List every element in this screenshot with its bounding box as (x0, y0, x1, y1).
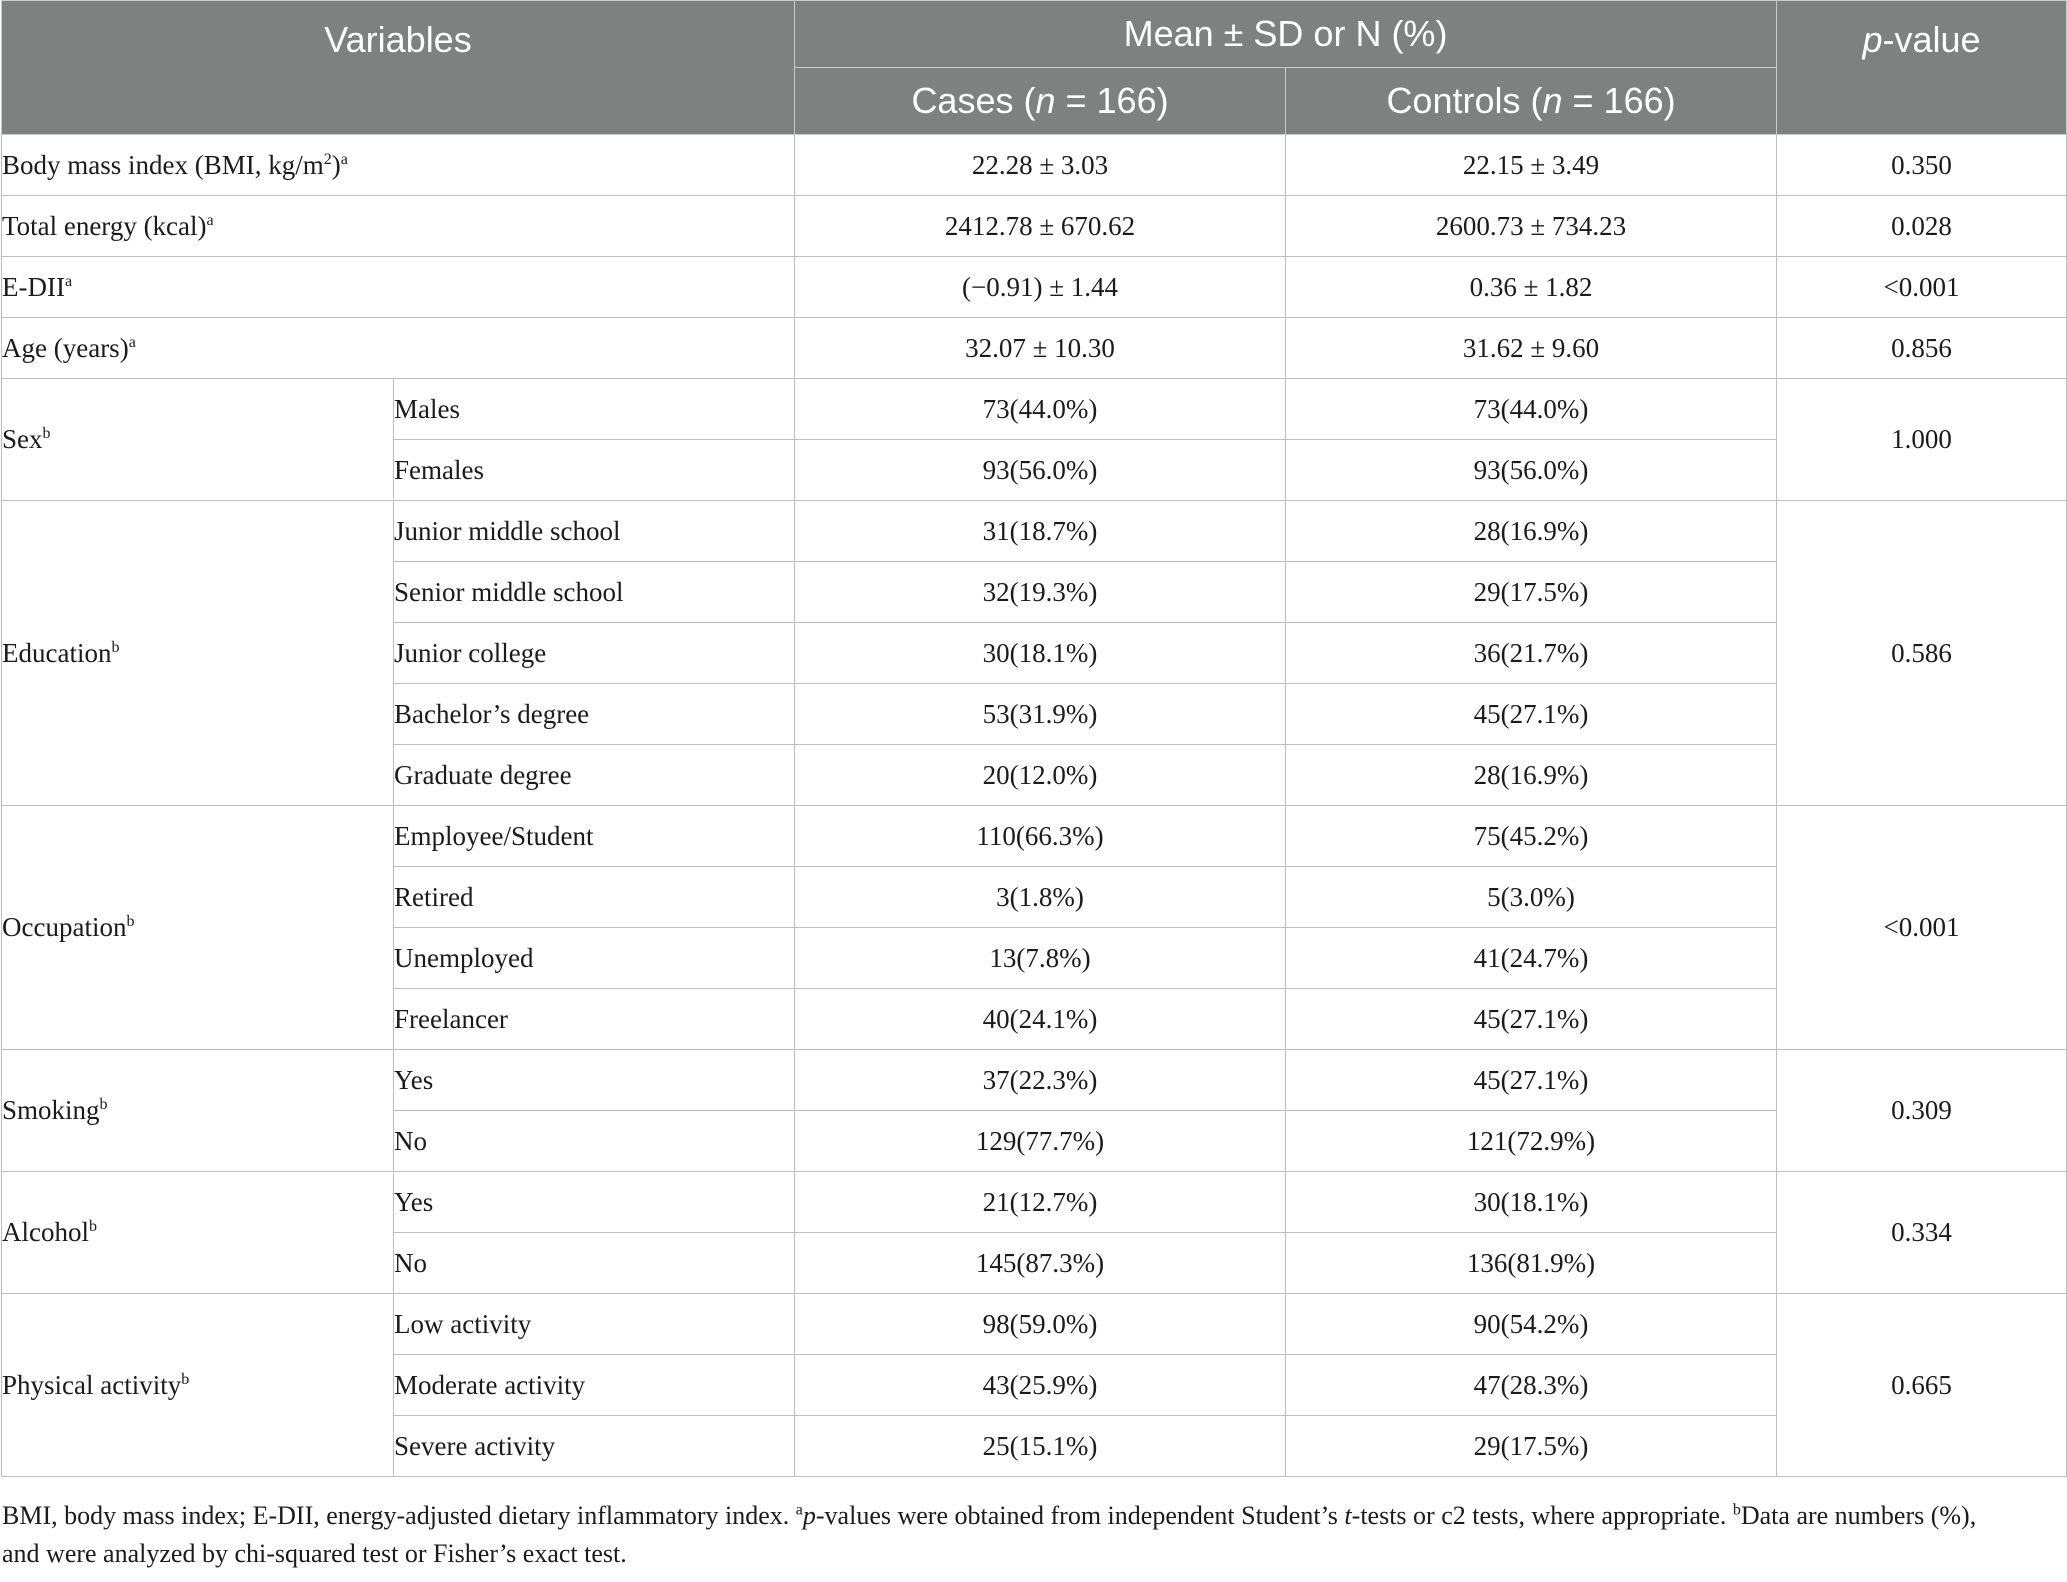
table-row (2, 135, 2067, 196)
controls-value: 93(56.0%) (1286, 440, 1777, 501)
cases-value: 2412.78 ± 670.62 (795, 196, 1286, 257)
header-controls: Controls (n = 166) (1286, 68, 1777, 135)
cases-value: 20(12.0%) (795, 745, 1286, 806)
cases-value: 145(87.3%) (795, 1233, 1286, 1294)
table-footnote (2, 1497, 2062, 1573)
header-mean-group: Mean ± SD or N (%) (795, 1, 1777, 68)
sub-label: Junior college (394, 623, 795, 684)
cases-value: 110(66.3%) (795, 806, 1286, 867)
controls-value: 121(72.9%) (1286, 1111, 1777, 1172)
table-row (2, 501, 2067, 562)
table-body (2, 135, 2067, 379)
cases-value: 25(15.1%) (795, 1416, 1286, 1477)
controls-value: 31.62 ± 9.60 (1286, 318, 1777, 379)
group-label: Physical activity$^b$ (2, 1294, 394, 1477)
cases-value: (−0.91) ± 1.44 (795, 257, 1286, 318)
group-label: Occupation$^b$ (2, 806, 394, 1050)
p-value: 1.000 (1777, 379, 2067, 501)
cases-value: 98(59.0%) (795, 1294, 1286, 1355)
controls-value: 28(16.9%) (1286, 745, 1777, 806)
row-label: Age (years)$^a$ (2, 318, 795, 379)
controls-value: 136(81.9%) (1286, 1233, 1777, 1294)
p-value: 0.309 (1777, 1050, 2067, 1172)
header-variables: Variables (2, 1, 795, 135)
sub-label: No (394, 1111, 795, 1172)
sub-label: Employee/Student (394, 806, 795, 867)
sub-label: Males (394, 379, 795, 440)
controls-value: 75(45.2%) (1286, 806, 1777, 867)
controls-value: 47(28.3%) (1286, 1355, 1777, 1416)
controls-value: 45(27.1%) (1286, 1050, 1777, 1111)
controls-value: 5(3.0%) (1286, 867, 1777, 928)
categorical-rows (2, 379, 2067, 1477)
row-label: Body mass index (BMI, $kg/m^2)^a$ (2, 135, 795, 196)
table-row (2, 196, 2067, 257)
cases-value: 13(7.8%) (795, 928, 1286, 989)
cases-value: 3(1.8%) (795, 867, 1286, 928)
cases-value: 37(22.3%) (795, 1050, 1286, 1111)
controls-value: 0.36 ± 1.82 (1286, 257, 1777, 318)
table-row (2, 1050, 2067, 1111)
header-cases: Cases (n = 166) (795, 68, 1286, 135)
p-value: <0.001 (1777, 806, 2067, 1050)
p-value: 0.665 (1777, 1294, 2067, 1477)
table-row (2, 1294, 2067, 1355)
characteristics-table (1, 0, 2067, 1477)
controls-value: 90(54.2%) (1286, 1294, 1777, 1355)
row-label: Total energy (kcal)$^a$ (2, 196, 795, 257)
cases-value: 21(12.7%) (795, 1172, 1286, 1233)
sub-label: Yes (394, 1172, 795, 1233)
sub-label: Unemployed (394, 928, 795, 989)
cases-value: 30(18.1%) (795, 623, 1286, 684)
table-row (2, 806, 2067, 867)
table-header (2, 1, 2067, 135)
controls-value: 36(21.7%) (1286, 623, 1777, 684)
controls-value: 29(17.5%) (1286, 1416, 1777, 1477)
cases-value: 31(18.7%) (795, 501, 1286, 562)
sub-label: Junior middle school (394, 501, 795, 562)
p-value: 0.350 (1777, 135, 2067, 196)
sub-label: Moderate activity (394, 1355, 795, 1416)
cases-value: 22.28 ± 3.03 (795, 135, 1286, 196)
group-label: Sex$^b$ (2, 379, 394, 501)
footnote-line-1: BMI, body mass index; E-DII, energy-adjusted dietary inflammatory index. $^a$p-values were obtained from independent Student’s t-tests or c2 tests, where appropriate. $^b$Data are numbers (%), (2, 1501, 1977, 1530)
p-value: 0.856 (1777, 318, 2067, 379)
sub-label: Severe activity (394, 1416, 795, 1477)
p-value: 0.334 (1777, 1172, 2067, 1294)
table-row (2, 379, 2067, 440)
footnote-line-2: and were analyzed by chi-squared test or Fisher’s exact test. (2, 1539, 627, 1568)
sub-label: Retired (394, 867, 795, 928)
cases-value: 73(44.0%) (795, 379, 1286, 440)
sub-label: Senior middle school (394, 562, 795, 623)
cases-value: 40(24.1%) (795, 989, 1286, 1050)
p-value: 0.586 (1777, 501, 2067, 806)
cases-value: 129(77.7%) (795, 1111, 1286, 1172)
sub-label: Females (394, 440, 795, 501)
cases-value: 93(56.0%) (795, 440, 1286, 501)
group-label: Education$^b$ (2, 501, 394, 806)
cases-value: 32.07 ± 10.30 (795, 318, 1286, 379)
controls-value: 41(24.7%) (1286, 928, 1777, 989)
row-label: E-DII$^a$ (2, 257, 795, 318)
p-value: 0.028 (1777, 196, 2067, 257)
table-row (2, 257, 2067, 318)
table-row (2, 1172, 2067, 1233)
sub-label: Graduate degree (394, 745, 795, 806)
controls-value: 45(27.1%) (1286, 989, 1777, 1050)
sub-label: Bachelor’s degree (394, 684, 795, 745)
sub-label: Low activity (394, 1294, 795, 1355)
sub-label: Freelancer (394, 989, 795, 1050)
cases-value: 32(19.3%) (795, 562, 1286, 623)
controls-value: 2600.73 ± 734.23 (1286, 196, 1777, 257)
sub-label: No (394, 1233, 795, 1294)
controls-value: 29(17.5%) (1286, 562, 1777, 623)
controls-value: 45(27.1%) (1286, 684, 1777, 745)
cases-value: 53(31.9%) (795, 684, 1286, 745)
p-value: <0.001 (1777, 257, 2067, 318)
group-label: Alcohol$^b$ (2, 1172, 394, 1294)
sub-label: Yes (394, 1050, 795, 1111)
controls-value: 28(16.9%) (1286, 501, 1777, 562)
controls-value: 22.15 ± 3.49 (1286, 135, 1777, 196)
cases-value: 43(25.9%) (795, 1355, 1286, 1416)
table-row (2, 318, 2067, 379)
controls-value: 73(44.0%) (1286, 379, 1777, 440)
header-p-value: p-value (1777, 1, 2067, 135)
group-label: Smoking$^b$ (2, 1050, 394, 1172)
controls-value: 30(18.1%) (1286, 1172, 1777, 1233)
